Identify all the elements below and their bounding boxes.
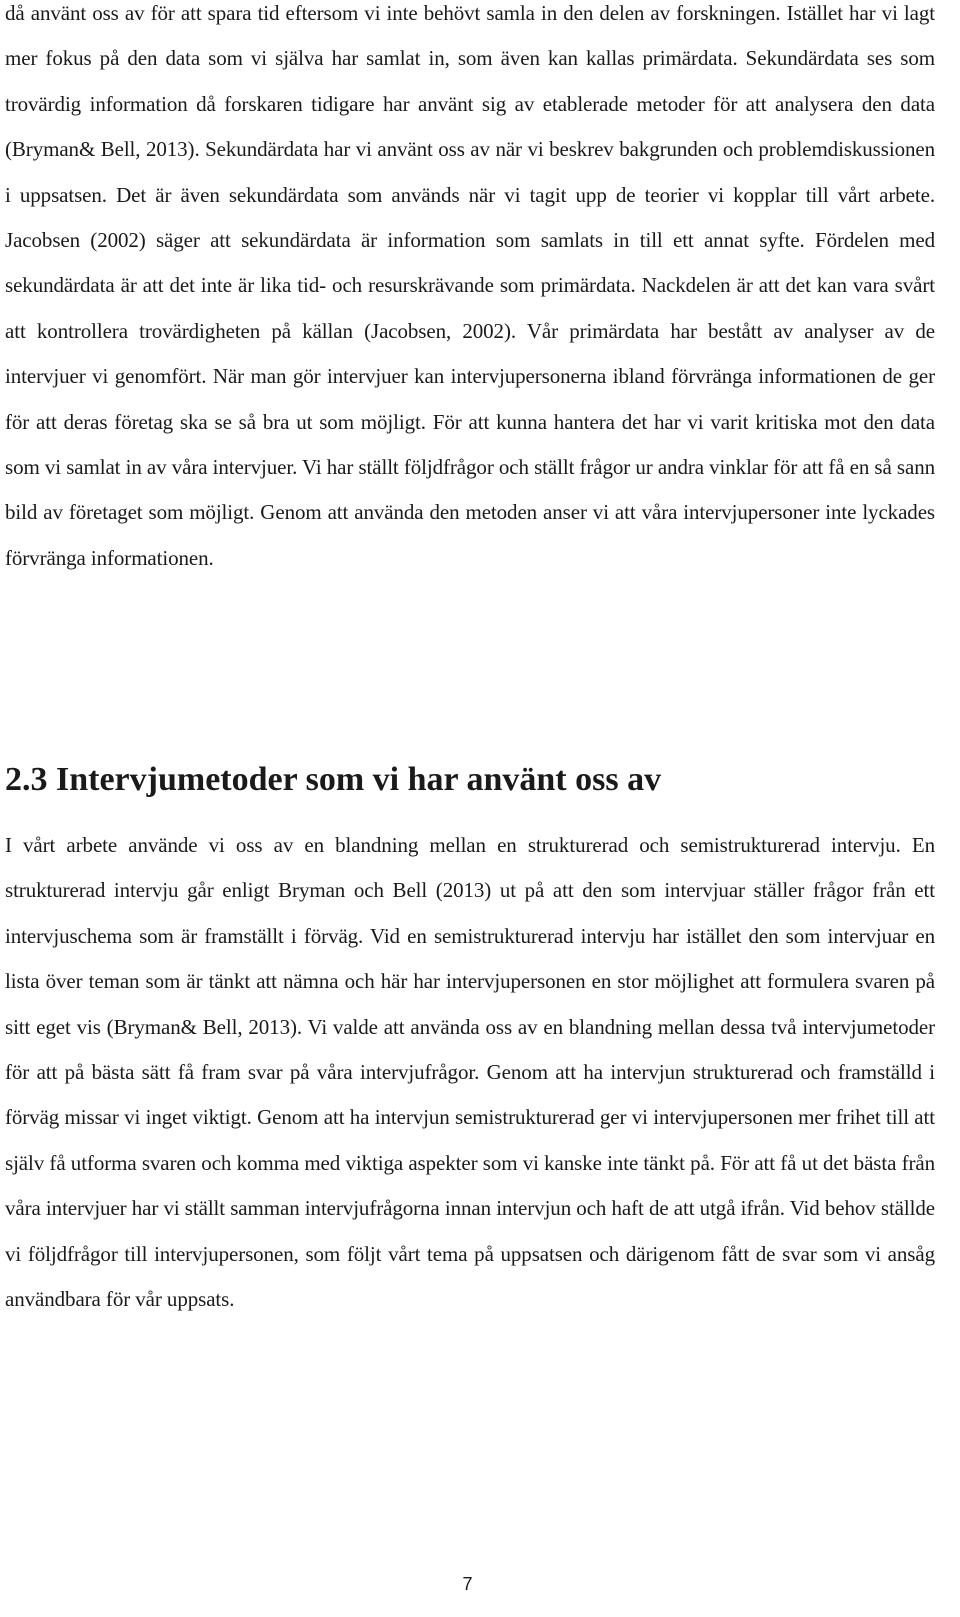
section-heading: 2.3 Intervjumetoder som vi har använt oss av xyxy=(5,761,662,798)
body-paragraph: då använt oss av för att spara tid eftersom vi inte behövt samla in den delen av forskningen. Istället har vi lagt mer fokus på den data som vi själva har samlat in, som även kan kallas primärdata. Sekundärdata ses som trovärdig information då forskaren tidigare har använt sig av etablerade metoder för att analysera den data (Bryman& Bell, 2013). Sekundärdata har vi använt oss av när vi beskrev bakgrunden och problemdiskussionen i uppsatsen. Det är även sekundärdata som används när vi tagit upp de teorier vi kopplar till vårt arbete. Jacobsen (2002) säger att sekundärdata är information som samlats in till ett annat syfte. Fördelen med sekundärdata är att det inte är lika tid- och resurskrävande som primärdata. Nackdelen är att det kan vara svårt att kontrollera trovärdigheten på källan (Jacobsen, 2002). Vår primärdata har bestått av analyser av de intervjuer vi genomfört. När man gör intervjuer kan intervjupersonerna ibland förvränga informationen de ger för att deras företag ska se så bra ut som möjligt. För att kunna hantera det har vi varit kritiska mot den data som vi samlat in av våra intervjuer. Vi har ställt följdfrågor och ställt frågor ur andra vinklar för att få en så sann bild av företaget som möjligt. Genom att använda den metoden anser vi att våra intervjupersoner inte lyckades förvränga informationen. xyxy=(5,1,935,570)
body-paragraph: I vårt arbete använde vi oss av en blandning mellan en strukturerad och semistrukturerad intervju. En strukturerad intervju går enligt Bryman och Bell (2013) ut på att den som intervjuar ställer frågor från ett intervjuschema som är framställt i förväg. Vid en semistrukturerad intervju har istället den som intervjuar en lista över teman som är tänkt att nämna och här har intervjupersonen en stor möjlighet att formulera svaren på sitt eget vis (Bryman& Bell, 2013). Vi valde att använda oss av en blandning mellan dessa två intervjumetoder för att på bästa sätt få fram svar på våra intervjufrågor. Genom att ha intervjun strukturerad och framställd i förväg missar vi inget viktigt. Genom att ha intervjun semistrukturerad ger vi intervjupersonen mer frihet till att själv få utforma svaren och komma med viktiga aspekter som vi kanske inte tänkt på. För att få ut det bästa från våra intervjuer har vi ställt samman intervjufrågorna innan intervjun och haft de att utgå ifrån. Vid behov ställde vi följdfrågor till intervjupersonen, som följt vårt tema på uppsatsen och därigenom fått de svar som vi ansåg användbara för vår uppsats. xyxy=(5,833,935,1312)
page-number: 7 xyxy=(462,1574,473,1594)
